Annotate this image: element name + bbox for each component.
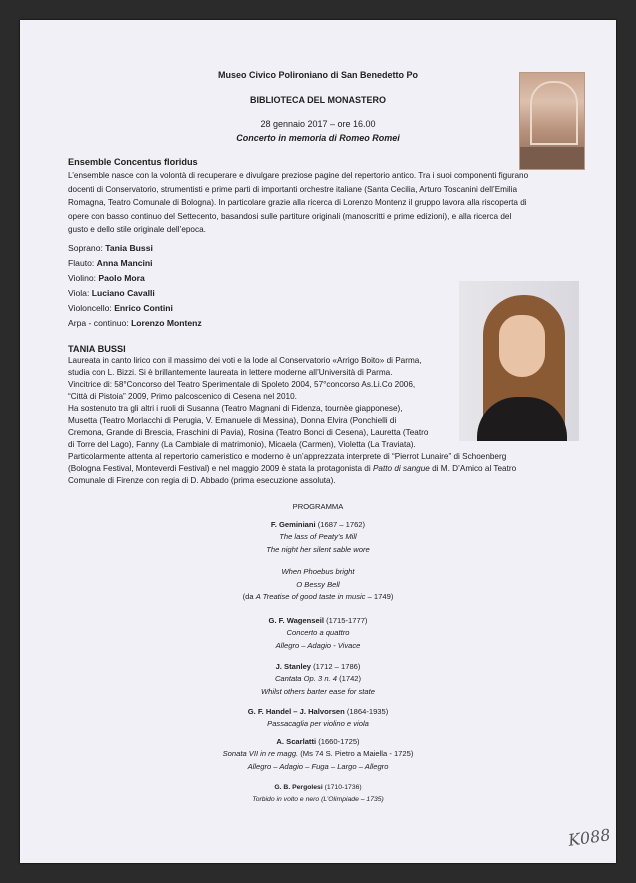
- bio-line: Vincitrice di: 58°Concorso del Teatro Sperimentale di Spoleto 2004, 57°concorso As.Li.Co 2006,: [68, 380, 416, 389]
- program-section-pergolesi: G. B. Pergolesi (1710-1736) Torbido in volto e nero (L’Olimpiade – 1735): [252, 784, 384, 804]
- ensemble-title: Ensemble Concentus floridus: [68, 157, 198, 167]
- ensemble-line: Romagna, Teatro Comunale di Bologna). In particolare grazie alla ricerca di Lorenzo Montenz il gruppo lavora alla riscoperta di: [68, 198, 527, 208]
- ensemble-line: gusto e dello stile originale dell’epoca.: [68, 225, 206, 235]
- bio-line: Cremona, Grande di Brescia, Fraschini di Pavia), Rosina (Teatro Bonci di Cesena), Lauretta (Teatro: [68, 428, 429, 437]
- program-section-wagenseil: G. F. Wagenseil (1715-1777) Concerto a quattro Allegro – Adagio - Vivace: [268, 616, 368, 650]
- bio-line: Laureata in canto lirico con il massimo dei voti e la lode al Conservatorio «Arrigo Boito» di Parma,: [68, 356, 422, 365]
- bio-line: di Torre del Lago), Fanny (La Cambiale di matrimonio), Micaela (Carmen), Violetta (La Traviata).: [68, 440, 416, 449]
- bio-line: Particolarmente attenta al repertorio cameristico e moderno è un’apprezzata interprete di “Pierrot Lunaire” di Schoenberg: [68, 452, 507, 461]
- ensemble-description: [68, 169, 588, 237]
- handwritten-catalog-number: K088: [566, 825, 612, 850]
- bio-text-continued: [68, 451, 598, 487]
- church-interior-photo: [519, 72, 585, 170]
- bio-line: (Bologna Festival, Monteverdi Festival) e nel maggio 2009 è stata la protagonista di Patto di sangue di M. D’Amico al Teatro: [68, 464, 517, 473]
- program-title: PROGRAMMA: [292, 502, 344, 511]
- member-arpa: Arpa - continuo: Lorenzo Montenz: [68, 318, 202, 328]
- member-list: [68, 241, 202, 331]
- member-flauto: Flauto: Anna Mancini: [68, 258, 153, 268]
- member-violoncello: Violoncello: Enrico Contini: [68, 303, 173, 313]
- ensemble-line: L’ensemble nasce con la volontà di recuperare e divulgare preziose pagine del repertorio antico. Tra i suoi componenti figurano: [68, 171, 529, 180]
- library-title: BIBLIOTECA DEL MONASTERO: [249, 95, 386, 105]
- member-violino: Violino: Paolo Mora: [68, 273, 145, 283]
- bio-line: Musetta (Teatro Morlacchi di Perugia, V. Emanuele di Messina), Donna Elvira (Ponchielli di: [68, 416, 397, 425]
- member-soprano: Soprano: Tania Bussi: [68, 243, 153, 253]
- bio-text: [68, 355, 458, 451]
- bio-line: Ha sostenuto tra gli altri i ruoli di Susanna (Teatro Magnani di Fidenza, tournèe giapponese),: [68, 404, 403, 413]
- program-section-scarlatti: A. Scarlatti (1660-1725) Sonata VII in re magg. (Ms 74 S. Pietro a Maiella - 1725) Allegro – Adagio – Fuga – Largo – Allegro: [222, 737, 414, 771]
- program-section-handel: G. F. Handel – J. Halvorsen (1864-1935) Passacaglia per violino e viola: [247, 707, 389, 729]
- document-page: [20, 20, 616, 863]
- museum-title: Museo Civico Polironiano di San Benedetto Po: [217, 70, 419, 80]
- program-section-stanley: J. Stanley (1712 – 1786) Cantata Op. 3 n. 4 (1742) Whilst others barter ease for state: [261, 662, 375, 696]
- bio-line: Comunale di Firenze con regia di D. Abbado (prima esecuzione assoluta).: [68, 476, 336, 485]
- member-viola: Viola: Luciano Cavalli: [68, 288, 155, 298]
- ensemble-line: docenti di Conservatorio, strumentisti e prime parti di importanti orchestre italiane (Santa Cecilia, Arturo Toscanini dell’Emilia: [68, 184, 517, 194]
- singer-portrait-photo: [459, 281, 579, 441]
- bio-title: TANIA BUSSI: [68, 344, 126, 354]
- concert-title: Concerto in memoria di Romeo Romei: [236, 133, 400, 143]
- bio-line: studia con L. Bizzi. Si è brillantemente laureata in lettere moderne all’Università di Parma.: [68, 368, 393, 377]
- bio-line: “Città di Pistoia” 2009, Primo palcoscenico di Cesena nel 2010.: [68, 392, 297, 401]
- program-section-geminiani: F. Geminiani (1687 – 1762) The lass of Peaty’s Mill The night her silent sable wore When Phoebus bright O Bessy Bell (da A Treatise of good taste in music – 1749): [242, 520, 394, 602]
- ensemble-line: opere con basso continuo del Settecento, basandosi sulle partiture originali (manoscritti e prime edizioni), e alla ricerca del: [68, 211, 512, 221]
- concert-date: 28 gennaio 2017 – ore 16.00: [260, 119, 376, 129]
